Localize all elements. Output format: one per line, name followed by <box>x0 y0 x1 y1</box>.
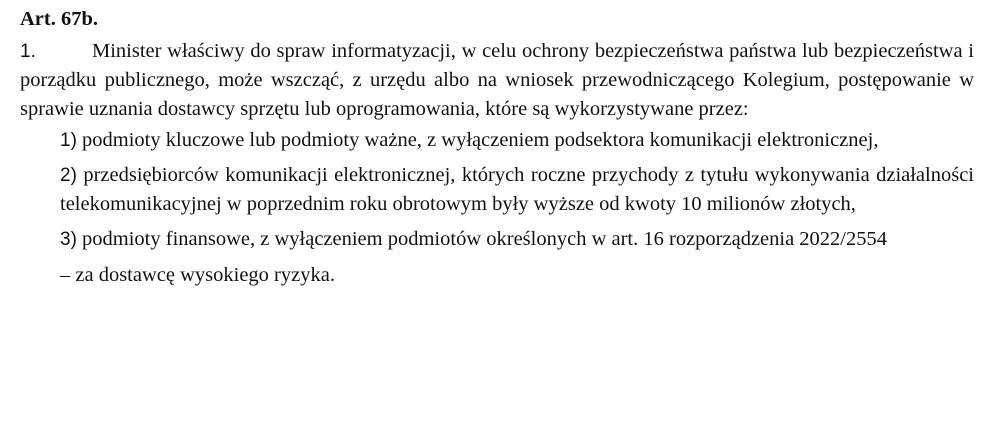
point-text: podmioty finansowe, z wyłączeniem podmiotów określonych w art. 16 rozporządzenia 2022/2554 <box>82 228 888 250</box>
point-number: 2) <box>60 165 77 186</box>
list-item-2 <box>60 161 974 223</box>
list-item-3 <box>60 225 974 258</box>
list-item-1 <box>60 126 974 159</box>
point-text: przedsiębiorców komunikacji elektronicznej, których roczne przychody z tytułu wykonywania działalności telekomunikacyjnej w poprzednim roku obrotowym były wyższe od kwoty 10 milionów złotych, <box>60 164 975 215</box>
paragraph-text: Minister właściwy do spraw informatyzacji, w celu ochrony bezpieczeństwa państwa lub bezpieczeństwa i porządku publicznego, może wszcząć, z urzędu albo na wniosek przewodniczącego Kolegium, postępowanie w sprawie uznania dostawcy sprzętu lub oprogramowania, które są wykorzystywane przez: <box>20 40 974 120</box>
article-title: Art. 67b. <box>20 8 99 30</box>
paragraph-number: 1. <box>20 41 36 62</box>
point-number: 1) <box>60 130 77 151</box>
point-number: 3) <box>60 229 77 250</box>
point-text: podmioty kluczowe lub podmioty ważne, z wyłączeniem podsektora komunikacji elektronicznej, <box>82 129 879 151</box>
paragraph-1 <box>20 37 974 124</box>
points-list <box>20 126 974 258</box>
closing-text: – za dostawcę wysokiego ryzyka. <box>60 264 335 286</box>
